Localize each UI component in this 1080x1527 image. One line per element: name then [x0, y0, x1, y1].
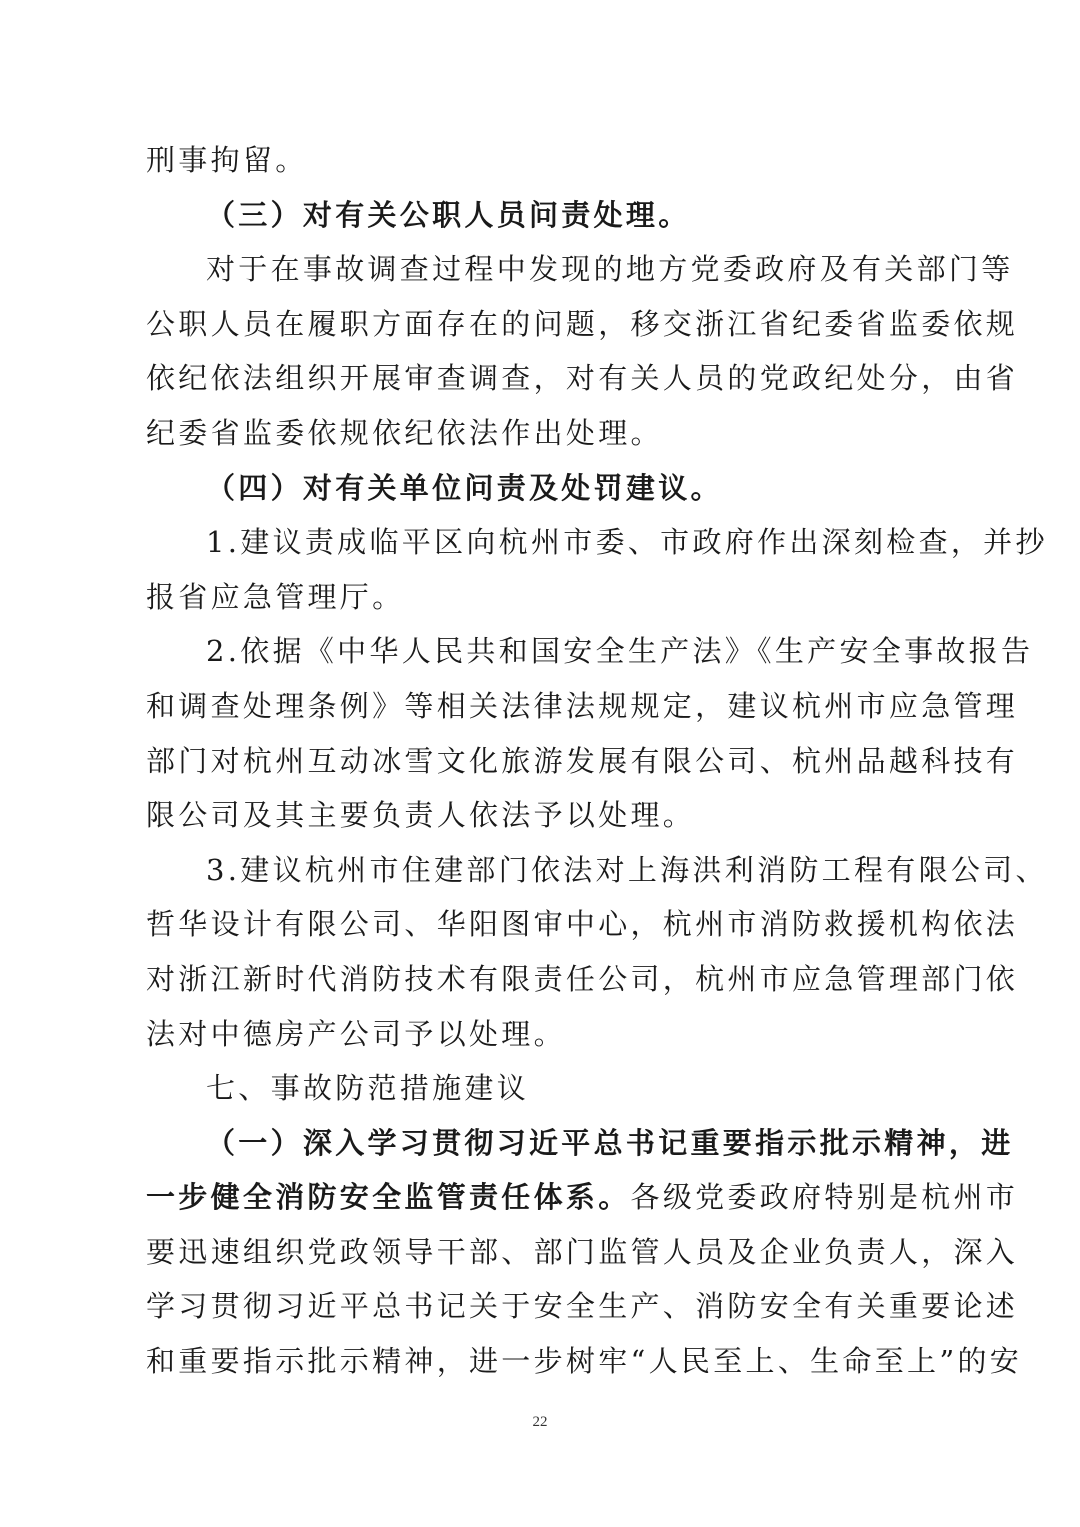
text-line: 刑事拘留。 [146, 143, 308, 177]
text-line: 1.建议责成临平区向杭州市委、市政府作出深刻检查，并抄 [206, 525, 1048, 560]
text-line: 3.建议杭州市住建部门依法对上海洪利消防工程有限公司、 [206, 852, 1048, 887]
text-line: 要迅速组织党政领导干部、部门监管人员及企业负责人，深入 [146, 1234, 1019, 1269]
text-line: 对浙江新时代消防技术有限责任公司，杭州市应急管理部门依 [146, 961, 1019, 996]
text-line: （三）对有关公职人员问责处理。 [206, 197, 691, 232]
text-line: （四）对有关单位问责及处罚建议。 [206, 470, 723, 505]
document-body [146, 133, 1048, 1389]
text-segment: 各级党委政府特别是杭州市 [630, 1180, 1019, 1215]
text-line: 公职人员在履职方面存在的问题，移交浙江省纪委省监委依规 [146, 306, 1019, 341]
text-line: 报省应急管理厅。 [146, 579, 405, 614]
text-line: 法对中德房产公司予以处理。 [146, 1016, 566, 1051]
text-line: （一）深入学习贯彻习近平总书记重要指示批示精神，进 [206, 1125, 1014, 1160]
text-line: 哲华设计有限公司、华阳图审中心，杭州市消防救援机构依法 [146, 907, 1019, 942]
text-line: 学习贯彻习近平总书记关于安全生产、消防安全有关重要论述 [146, 1289, 1019, 1324]
text-line: 部门对杭州互动冰雪文化旅游发展有限公司、杭州品越科技有 [146, 743, 1019, 778]
text-line [146, 1170, 1019, 1225]
text-line: 依纪依法组织开展审查调查，对有关人员的党政纪处分，由省 [146, 361, 1019, 396]
text-segment: 一步健全消防安全监管责任体系。 [146, 1180, 631, 1215]
page-number: 22 [532, 1414, 548, 1430]
text-line: 和调查处理条例》等相关法律法规规定，建议杭州市应急管理 [146, 688, 1019, 723]
text-line: 和重要指示批示精神，进一步树牢“人民至上、生命至上”的安 [146, 1344, 1023, 1379]
text-line: 纪委省监委依规依纪依法作出处理。 [146, 415, 663, 450]
text-line: 2.依据《中华人民共和国安全生产法》《生产安全事故报告 [206, 634, 1034, 669]
text-line: 七、事故防范措施建议 [206, 1071, 530, 1106]
text-line: 对于在事故调查过程中发现的地方党委政府及有关部门等 [206, 252, 1014, 287]
text-line: 限公司及其主要负责人依法予以处理。 [146, 798, 696, 833]
